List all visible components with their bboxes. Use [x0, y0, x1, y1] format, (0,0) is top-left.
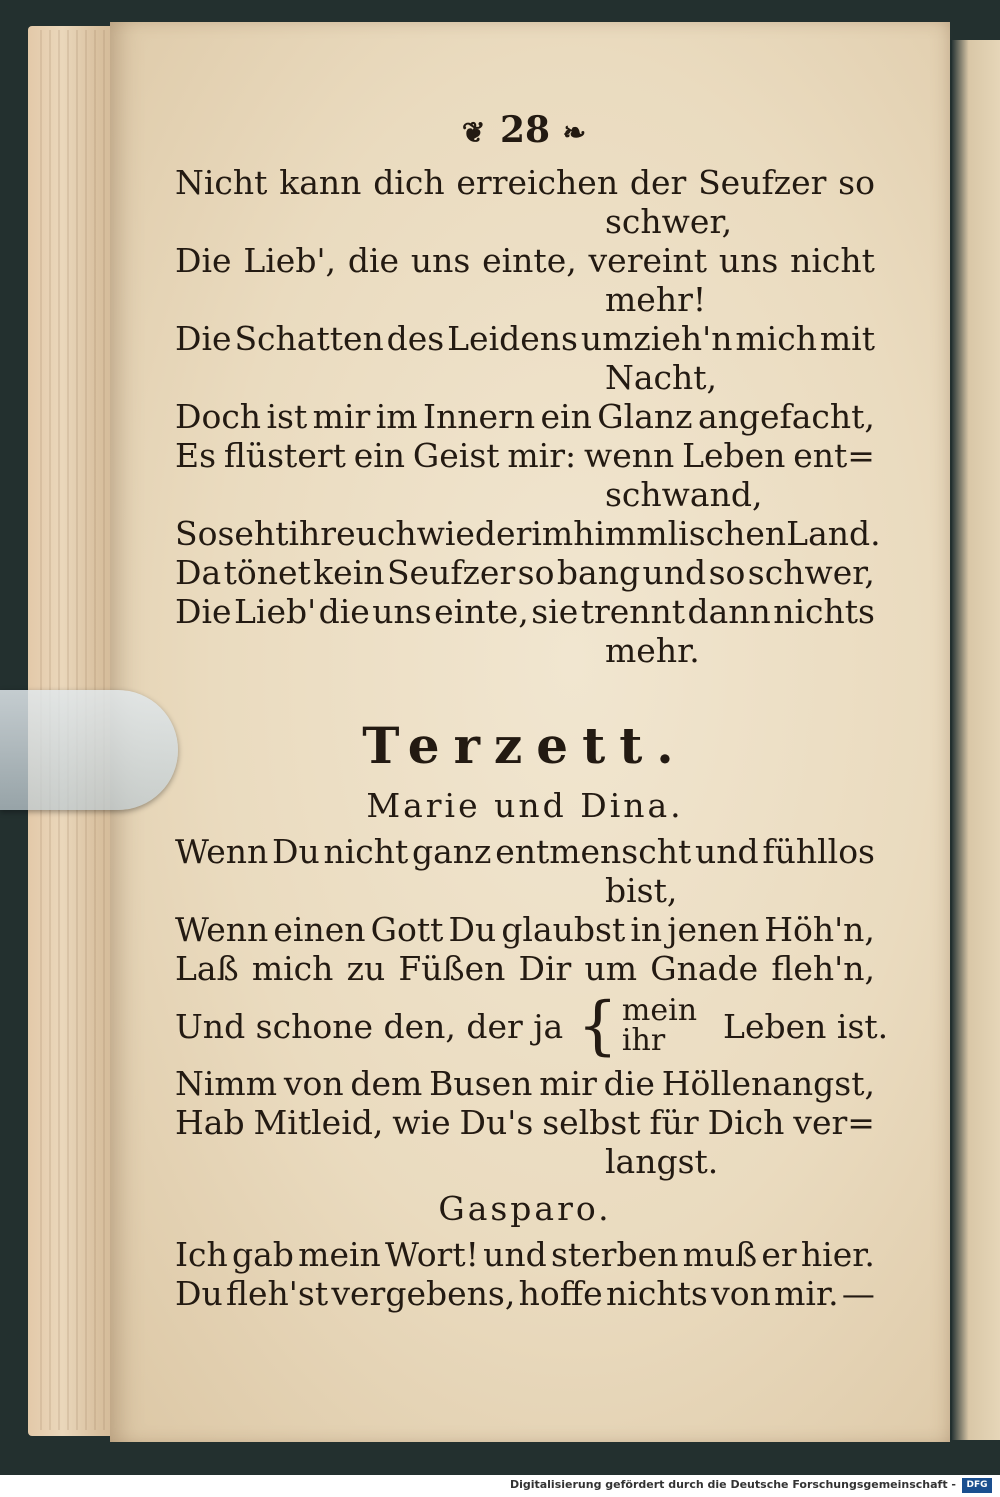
footer-credit: Digitalisierung gefördert durch die Deutsche Forschungsgemeinschaft -: [509, 1478, 956, 1491]
speaker-marie-dina: Marie und Dina.: [366, 786, 684, 825]
verse-terzett-part1: [175, 832, 875, 988]
verse-line: Nimm von dem Busen mir die Höllenangst,: [175, 1064, 875, 1103]
verse-terzett-part2: [175, 1064, 875, 1181]
verse-line: Doch ist mir im Innern ein Glanz angefacht,: [175, 397, 875, 436]
verse-line: Nicht kann dich erreichen der Seufzer so: [175, 163, 875, 202]
speaker-gasparo: Gasparo.: [438, 1189, 612, 1228]
brace-options: [621, 993, 698, 1058]
verse-line-continuation: langst.: [605, 1142, 719, 1181]
section-heading: Terzett.: [362, 716, 688, 775]
verse-line: Da tönet kein Seufzer so bang und so schwer,: [175, 553, 875, 592]
verse-line: Es flüstert ein Geist mir: wenn Leben ent=: [175, 436, 875, 475]
verse-line: Du fleh'st vergebens, hoffe nichts von mir. —: [175, 1274, 875, 1313]
brace-line: [175, 989, 889, 1063]
verse-line: Hab Mitleid, wie Du's selbst für Dich ver=: [175, 1103, 875, 1142]
ornament-left-icon: ❦: [461, 116, 488, 149]
verse-first: [175, 163, 881, 670]
brace-line-before: Und schone den, der ja: [175, 1006, 564, 1046]
footer-bar: [0, 1475, 1000, 1497]
dfg-logo: DFG: [962, 1478, 992, 1493]
verse-line: Die Lieb', die uns einte, vereint uns nicht: [175, 241, 875, 280]
verse-line-continuation: bist,: [605, 871, 678, 910]
verse-line: So seht ihr euch wieder im himmlischen Land.: [175, 514, 881, 553]
brace-option-top: mein: [621, 993, 698, 1028]
brace-line-after: Leben ist.: [723, 1006, 889, 1046]
page-number-header: [175, 100, 875, 163]
verse-line: Ich gab mein Wort! und sterben muß er hier.: [175, 1235, 875, 1274]
page-text: [175, 100, 889, 1313]
ornament-right-icon: ❧: [562, 116, 589, 149]
plastic-page-clip: [0, 690, 178, 810]
verse-line: Wenn einen Gott Du glaubst in jenen Höh'n,: [175, 910, 875, 949]
verse-line-continuation: mehr!: [605, 280, 707, 319]
verse-line: Die Schatten des Leidens umzieh'n mich mit: [175, 319, 875, 358]
page-number: 28: [499, 109, 551, 151]
curly-brace-icon: {: [577, 989, 618, 1063]
verse-line-continuation: mehr.: [605, 631, 700, 670]
verse-line-continuation: schwand,: [605, 475, 763, 514]
verse-line: Die Lieb' die uns einte, sie trennt dann nichts: [175, 592, 875, 631]
book-right-edge: [952, 40, 1000, 1440]
verse-line-continuation: Nacht,: [605, 358, 718, 397]
verse-line-continuation: schwer,: [605, 202, 733, 241]
verse-gasparo: [175, 1235, 875, 1313]
verse-line: Laß mich zu Füßen Dir um Gnade fleh'n,: [175, 949, 875, 988]
brace-option-bottom: ihr: [621, 1023, 666, 1058]
verse-line: Wenn Du nicht ganz entmenscht und fühllos: [175, 832, 875, 871]
